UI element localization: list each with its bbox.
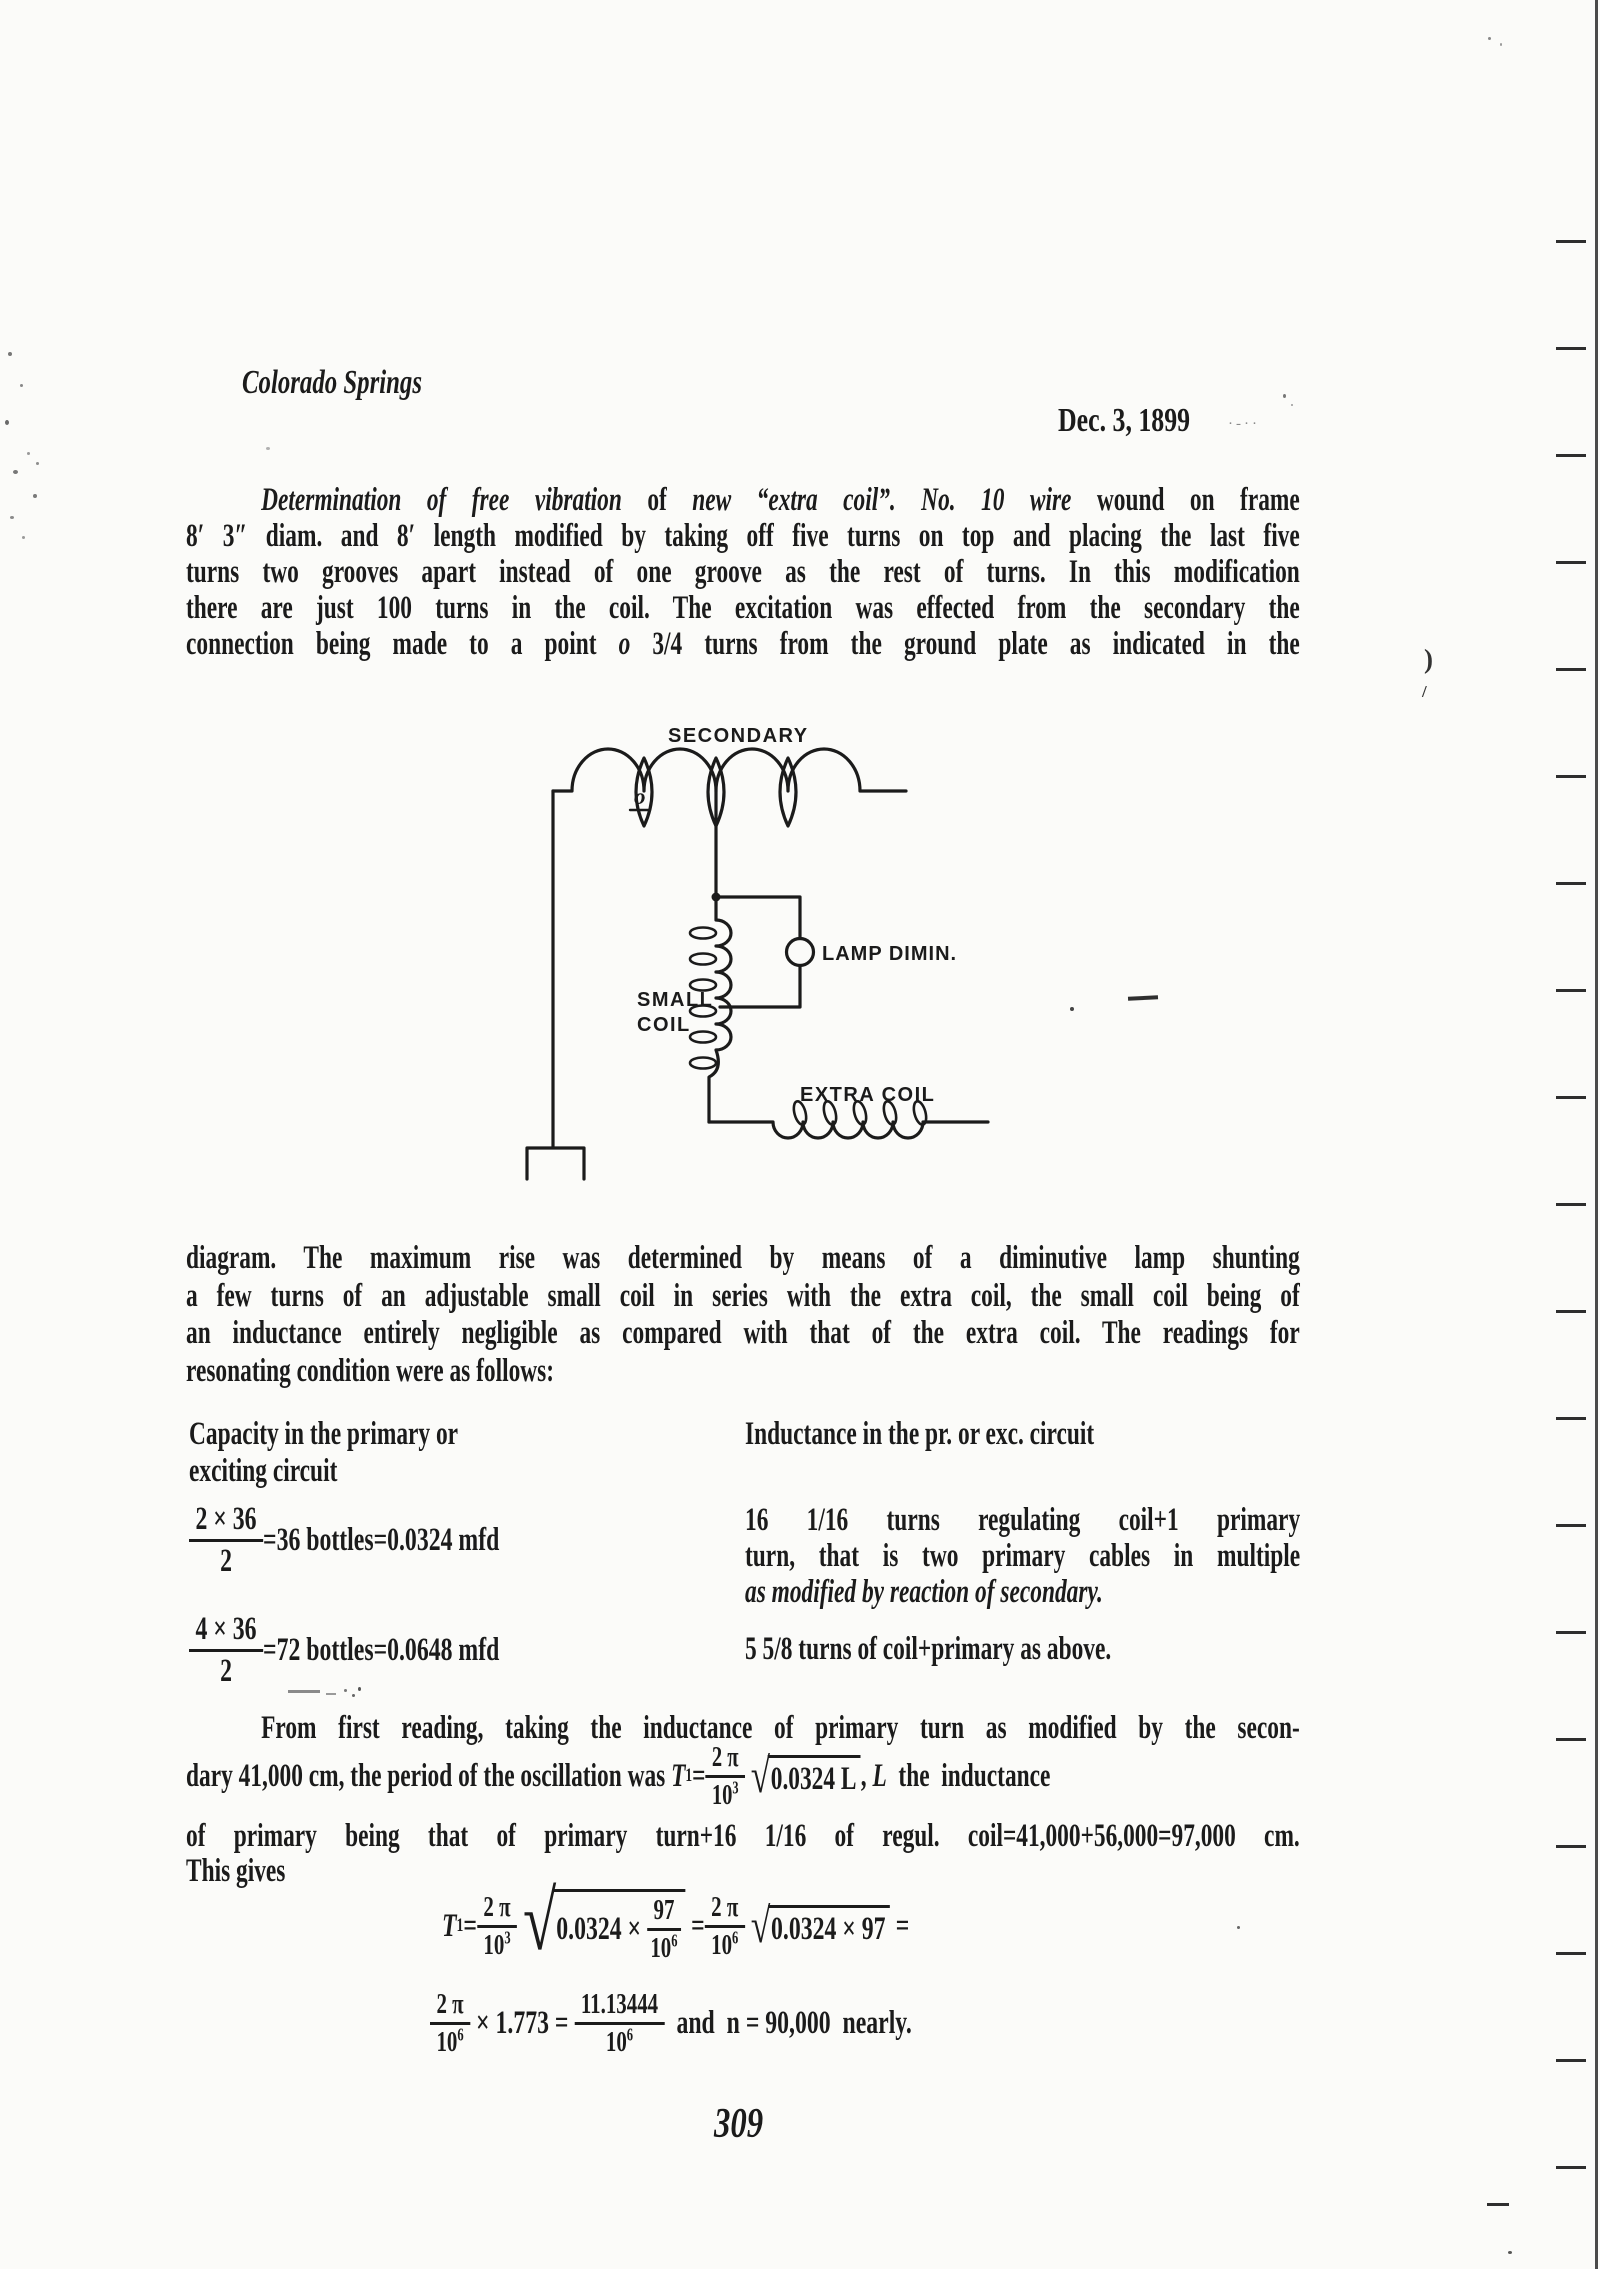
scan-artifact-speck <box>344 1689 347 1692</box>
body-paragraph-3-line-3 <box>186 1818 1300 1854</box>
scan-artifact-speck <box>352 1694 355 1697</box>
text-line: of primary being that of primary turn+16 1/16 of regul. coil=41,000+56,000=97,000 cm. <box>186 1818 1300 1854</box>
reading-result: =72 bottles=0.0648 mfd <box>263 1631 500 1668</box>
text-run: dary 41,000 cm, the period of the oscillation was <box>186 1757 672 1794</box>
diagram-label-secondary: SECONDARY <box>668 725 809 747</box>
text-line: turn, that is two primary cables in multiple <box>745 1538 1301 1574</box>
symbol-T: T <box>671 1757 686 1794</box>
reading-row-1-inductance <box>745 1502 1300 1610</box>
formula-line-2: $\frac{2 \pi}{10^6}$ × 1.773 = $\frac{11.13444}{10^6}$ and n = 90,000 nearly. <box>430 1981 912 2065</box>
scan-artifact-speck <box>1070 1007 1074 1011</box>
text-line: Determination of free vibration of new “extra coil”. No. 10 wire wound on frame <box>261 482 1300 518</box>
text-line: a few turns of an adjustable small coil in series with the extra coil, the small coil being of <box>186 1277 1300 1314</box>
diagram-label-small-coil-2: COIL <box>637 1014 691 1036</box>
scan-artifact-speck <box>20 384 23 387</box>
text-line: exciting circuit <box>189 1453 338 1489</box>
radical-sign: √ <box>750 1747 771 1803</box>
scan-artifact-speck <box>1283 394 1286 398</box>
scan-artifact-speck <box>1488 37 1491 40</box>
scan-artifact-smudge <box>288 1690 320 1693</box>
scan-artifact-speck <box>1500 43 1502 46</box>
scan-artifact-speck <box>10 516 14 519</box>
text-line: 16 1/16 turns regulating coil+1 primary <box>745 1502 1301 1538</box>
scan-artifact-speck <box>266 447 270 450</box>
scan-artifact-speck <box>8 352 12 356</box>
text-line: there are just 100 turns in the coil. The excitation was effected from the secondary the <box>186 590 1300 626</box>
text-line: 8′ 3″ diam. and 8′ length modified by taking off five turns on top and placing the last five <box>186 518 1300 554</box>
text-line: This gives <box>186 1853 286 1889</box>
symbol-L: L <box>872 1757 887 1794</box>
reading-row-2-inductance <box>745 1631 1300 1667</box>
scan-artifact-speck <box>33 494 37 498</box>
fraction: $\frac{97}{10^6}$ <box>647 1895 681 1962</box>
column-header-capacity <box>189 1416 458 1490</box>
scan-edge-line <box>1595 0 1598 2269</box>
text-line: 5 5/8 turns of coil+primary as above. <box>745 1631 1112 1667</box>
reading-result: =36 bottles=0.0324 mfd <box>263 1521 500 1558</box>
scan-artifact-slash: / <box>1422 682 1427 701</box>
scan-artifact-speck <box>13 470 18 474</box>
diagram-label-small-coil-1: SMALL <box>637 989 714 1011</box>
page-number: 309 <box>714 2101 764 2147</box>
formula-line-1: T 1 = $\frac{2 \pi}{10^3}$ √ 0.0324 × $\frac{97}{10^6}$ = $\frac{2 \pi}{10^6}$ √ 0.0324 × 97 = <box>442 1875 910 1969</box>
symbol-T: T <box>442 1907 457 1944</box>
scan-artifact-smudge <box>326 1693 336 1695</box>
radical: √ 0.0324 × 97 <box>751 1905 890 1948</box>
diagram-label-lamp: LAMP DIMIN. <box>822 943 958 965</box>
secondary-coil <box>553 749 906 791</box>
fraction: $\frac{2 \times 36}{2}$ <box>189 1502 263 1578</box>
text-line: as modified by reaction of secondary. <box>745 1574 1103 1610</box>
scan-artifact-paren: ) <box>1424 644 1433 674</box>
date-line: Dec. 3, 1899 <box>1058 402 1191 439</box>
scan-artifact-speck <box>358 1687 361 1691</box>
fraction: $\frac{11.13444}{10^6}$ <box>574 1989 664 2056</box>
fraction: $\frac{4 \times 36}{2}$ <box>189 1612 263 1688</box>
place-header: Colorado Springs <box>242 364 423 401</box>
scan-artifact-speck <box>1291 404 1293 406</box>
text-line: connection being made to a point o 3/4 turns from the ground plate as indicated in the <box>186 626 1300 662</box>
lamp-circle <box>787 939 814 966</box>
text-line: turns two grooves apart instead of one groove as the rest of turns. In this modification <box>186 554 1300 590</box>
radical: √ 0.0324 L <box>751 1755 861 1798</box>
column-header-inductance: Inductance in the pr. or exc. circuit <box>745 1416 1095 1452</box>
fraction: $\frac{2 \pi}{10^3}$ <box>706 1742 745 1809</box>
text-line: Capacity in the primary or <box>189 1416 459 1452</box>
body-paragraph-2 <box>186 1240 1300 1390</box>
radical: √ 0.0324 × $\frac{97}{10^6}$ <box>523 1889 685 1962</box>
text-line: an inductance entirely negligible as compared with that of the extra coil. The readings for <box>186 1315 1300 1351</box>
radical-sign: √ <box>750 1897 771 1953</box>
scan-artifact-dash <box>1487 2203 1509 2206</box>
ground-symbol <box>527 1148 584 1179</box>
text-line: resonating condition were as follows: <box>186 1352 555 1389</box>
scan-artifact-speck <box>1508 2251 1512 2254</box>
scan-artifact-speck <box>27 452 30 455</box>
point-o-label: o <box>634 784 646 809</box>
scan-artifact-date-dots: ·-·· <box>1228 416 1260 432</box>
reading-row-1-capacity <box>189 1498 499 1582</box>
scan-artifact-speck <box>1237 1926 1240 1929</box>
body-paragraph-3-line-1 <box>186 1710 1300 1746</box>
body-paragraph-3-line-2: dary 41,000 cm, the period of the oscillation was T 1 = $\frac{2 \pi}{10^3}$ √ 0.0324 L , L the inductance <box>186 1741 1051 1811</box>
reading-row-2-capacity <box>189 1608 499 1692</box>
text-line: From first reading, taking the inductance of primary turn as modified by the secon- <box>261 1710 1300 1746</box>
fraction: $\frac{2 \pi}{10^6}$ <box>430 1989 470 2056</box>
extra-coil-winding <box>709 1122 988 1138</box>
scan-artifact-speck <box>22 536 25 539</box>
text-line: diagram. The maximum rise was determined by means of a diminutive lamp shunting <box>186 1240 1300 1276</box>
radical-sign: √ <box>522 1875 557 1969</box>
fraction: $\frac{2 \pi}{10^3}$ <box>477 1892 517 1959</box>
circuit-diagram <box>440 690 1230 1210</box>
scan-margin-dashes <box>1556 240 1586 2215</box>
fraction: $\frac{2 \pi}{10^6}$ <box>705 1892 745 1959</box>
scan-artifact-speck <box>36 462 39 465</box>
diagram-label-extra-coil: EXTRA COIL <box>800 1084 936 1106</box>
scan-artifact-speck <box>5 420 9 425</box>
body-paragraph-1 <box>186 482 1300 662</box>
